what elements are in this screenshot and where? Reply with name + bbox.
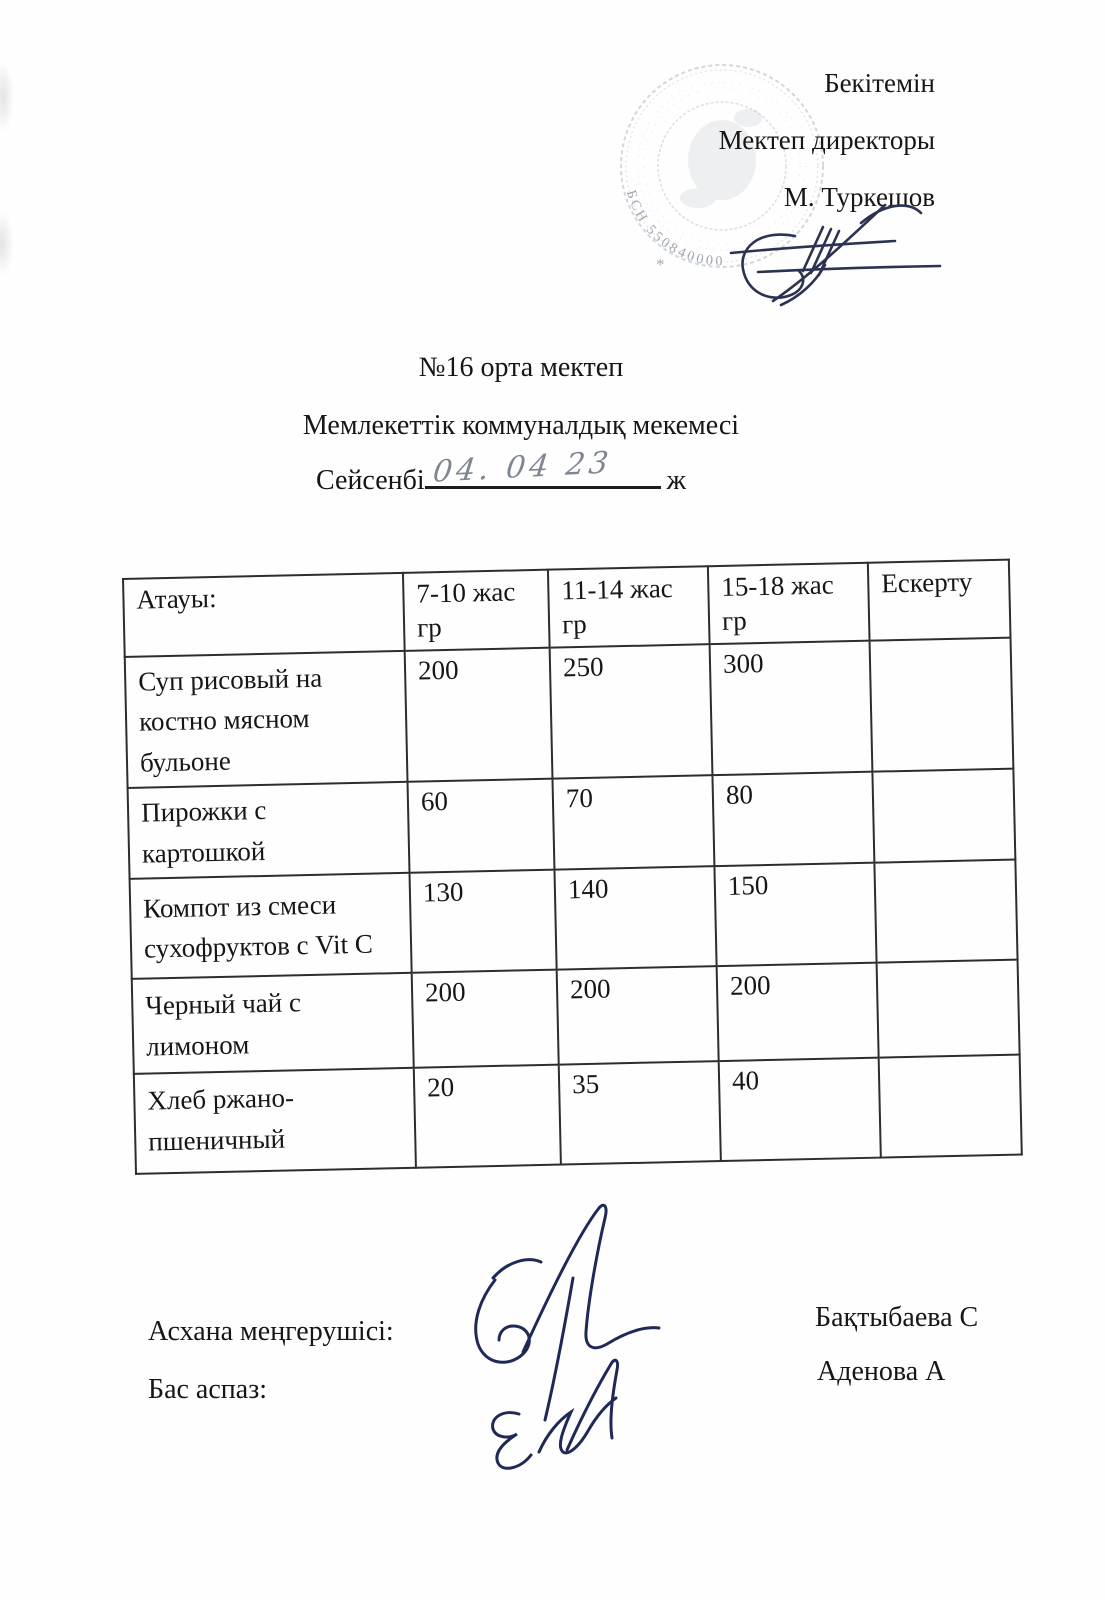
table-row bbox=[130, 860, 1018, 979]
director-signature bbox=[703, 203, 963, 328]
portion-value: 300 bbox=[722, 647, 764, 679]
weekday-label: Сейсенбі bbox=[316, 465, 425, 496]
year-suffix: ж bbox=[666, 465, 686, 496]
portion-cell bbox=[412, 970, 559, 1068]
note-cell bbox=[874, 860, 1017, 963]
portion-cell bbox=[550, 644, 713, 779]
dish-name: Суп рисовый на костно мясном бульоне bbox=[137, 662, 323, 778]
head-cook-name: Аденова А bbox=[817, 1356, 946, 1387]
dish-name: Пирожки с картошкой bbox=[140, 794, 267, 869]
dish-name-cell bbox=[125, 650, 408, 788]
portion-cell bbox=[408, 779, 555, 873]
portion-value: 200 bbox=[729, 969, 771, 1001]
col-header-age-15-18 bbox=[708, 563, 870, 644]
portion-value: 70 bbox=[565, 782, 594, 814]
handwritten-date: 04. 04 23 bbox=[430, 445, 614, 490]
portion-value: 150 bbox=[727, 869, 769, 901]
menu-table-wrap bbox=[122, 559, 1023, 1175]
footer-signatures bbox=[445, 1200, 675, 1475]
col-header-label: 15-18 жас bbox=[721, 569, 835, 602]
col-header-label: Ескерту bbox=[880, 566, 973, 599]
portion-value: 20 bbox=[426, 1071, 455, 1103]
menu-table bbox=[122, 559, 1023, 1175]
col-header-name bbox=[123, 573, 405, 657]
portion-value: 80 bbox=[725, 779, 754, 810]
dish-name-cell bbox=[128, 782, 410, 879]
portion-value: 130 bbox=[422, 876, 464, 908]
dish-name-cell bbox=[130, 873, 412, 979]
portion-value: 35 bbox=[571, 1068, 600, 1100]
date-underline bbox=[425, 445, 661, 490]
school-title: №16 орта мектеп bbox=[418, 352, 624, 383]
note-cell bbox=[877, 960, 1020, 1058]
portion-value: 40 bbox=[731, 1065, 760, 1096]
portion-value: 250 bbox=[562, 651, 604, 682]
date-line bbox=[316, 445, 686, 497]
portion-cell bbox=[710, 640, 873, 775]
organization-title: Мемлекеттік коммуналдық мекемесі bbox=[302, 410, 740, 441]
approval-approve-label: Бекітемін bbox=[824, 68, 935, 98]
scan-smudge bbox=[0, 62, 14, 132]
portion-cell bbox=[557, 966, 719, 1064]
portion-value: 60 bbox=[420, 785, 449, 817]
table-row bbox=[125, 637, 1014, 788]
col-header-sub: гр bbox=[721, 605, 747, 636]
portion-cell bbox=[559, 1061, 721, 1164]
dish-name: Компот из смеси сухофруктов с Vit C bbox=[142, 888, 374, 964]
portion-cell bbox=[552, 775, 714, 869]
note-cell bbox=[870, 637, 1014, 772]
portion-value: 200 bbox=[424, 976, 466, 1008]
portion-cell bbox=[712, 772, 874, 866]
portion-value: 200 bbox=[569, 973, 611, 1005]
portion-cell bbox=[414, 1065, 561, 1168]
col-header-age-7-10 bbox=[403, 570, 550, 651]
dish-name: Черный чай с лимоном bbox=[145, 987, 302, 1062]
table-row bbox=[134, 1055, 1022, 1174]
portion-cell bbox=[409, 870, 556, 973]
col-header-age-11-14 bbox=[548, 566, 710, 647]
col-header-sub: гр bbox=[416, 611, 443, 643]
portion-cell bbox=[405, 647, 553, 782]
canteen-manager-label: Асхана меңгерушісі: bbox=[148, 1316, 394, 1347]
col-header-label: Атауы: bbox=[136, 582, 217, 615]
col-header-label: 7-10 жас bbox=[416, 576, 516, 609]
note-cell bbox=[879, 1055, 1022, 1158]
note-cell bbox=[872, 769, 1015, 863]
stamp-star: * bbox=[656, 255, 665, 274]
dish-name-cell bbox=[134, 1068, 416, 1174]
head-cook-label: Бас аспаз: bbox=[148, 1374, 268, 1405]
portion-value: 200 bbox=[417, 654, 459, 686]
col-header-sub: гр bbox=[561, 608, 588, 640]
approval-director-role: Мектеп директоры bbox=[718, 125, 935, 155]
col-header-note bbox=[868, 560, 1011, 641]
dish-name-cell bbox=[132, 973, 414, 1074]
col-header-label: 11-14 жас bbox=[561, 572, 674, 606]
portion-cell bbox=[717, 963, 879, 1061]
portion-cell bbox=[554, 866, 716, 969]
dish-name: Хлеб ржано-пшеничный bbox=[147, 1082, 295, 1157]
portion-cell bbox=[714, 863, 876, 966]
scan-smudge bbox=[0, 212, 14, 276]
approval-director-name: М. Туркешов bbox=[783, 182, 935, 212]
portion-cell bbox=[719, 1058, 881, 1161]
stamp-id-text: БСН 550840000 bbox=[622, 188, 726, 270]
portion-value: 140 bbox=[567, 873, 609, 905]
canteen-manager-name: Бақтыбаева С bbox=[815, 1302, 979, 1333]
